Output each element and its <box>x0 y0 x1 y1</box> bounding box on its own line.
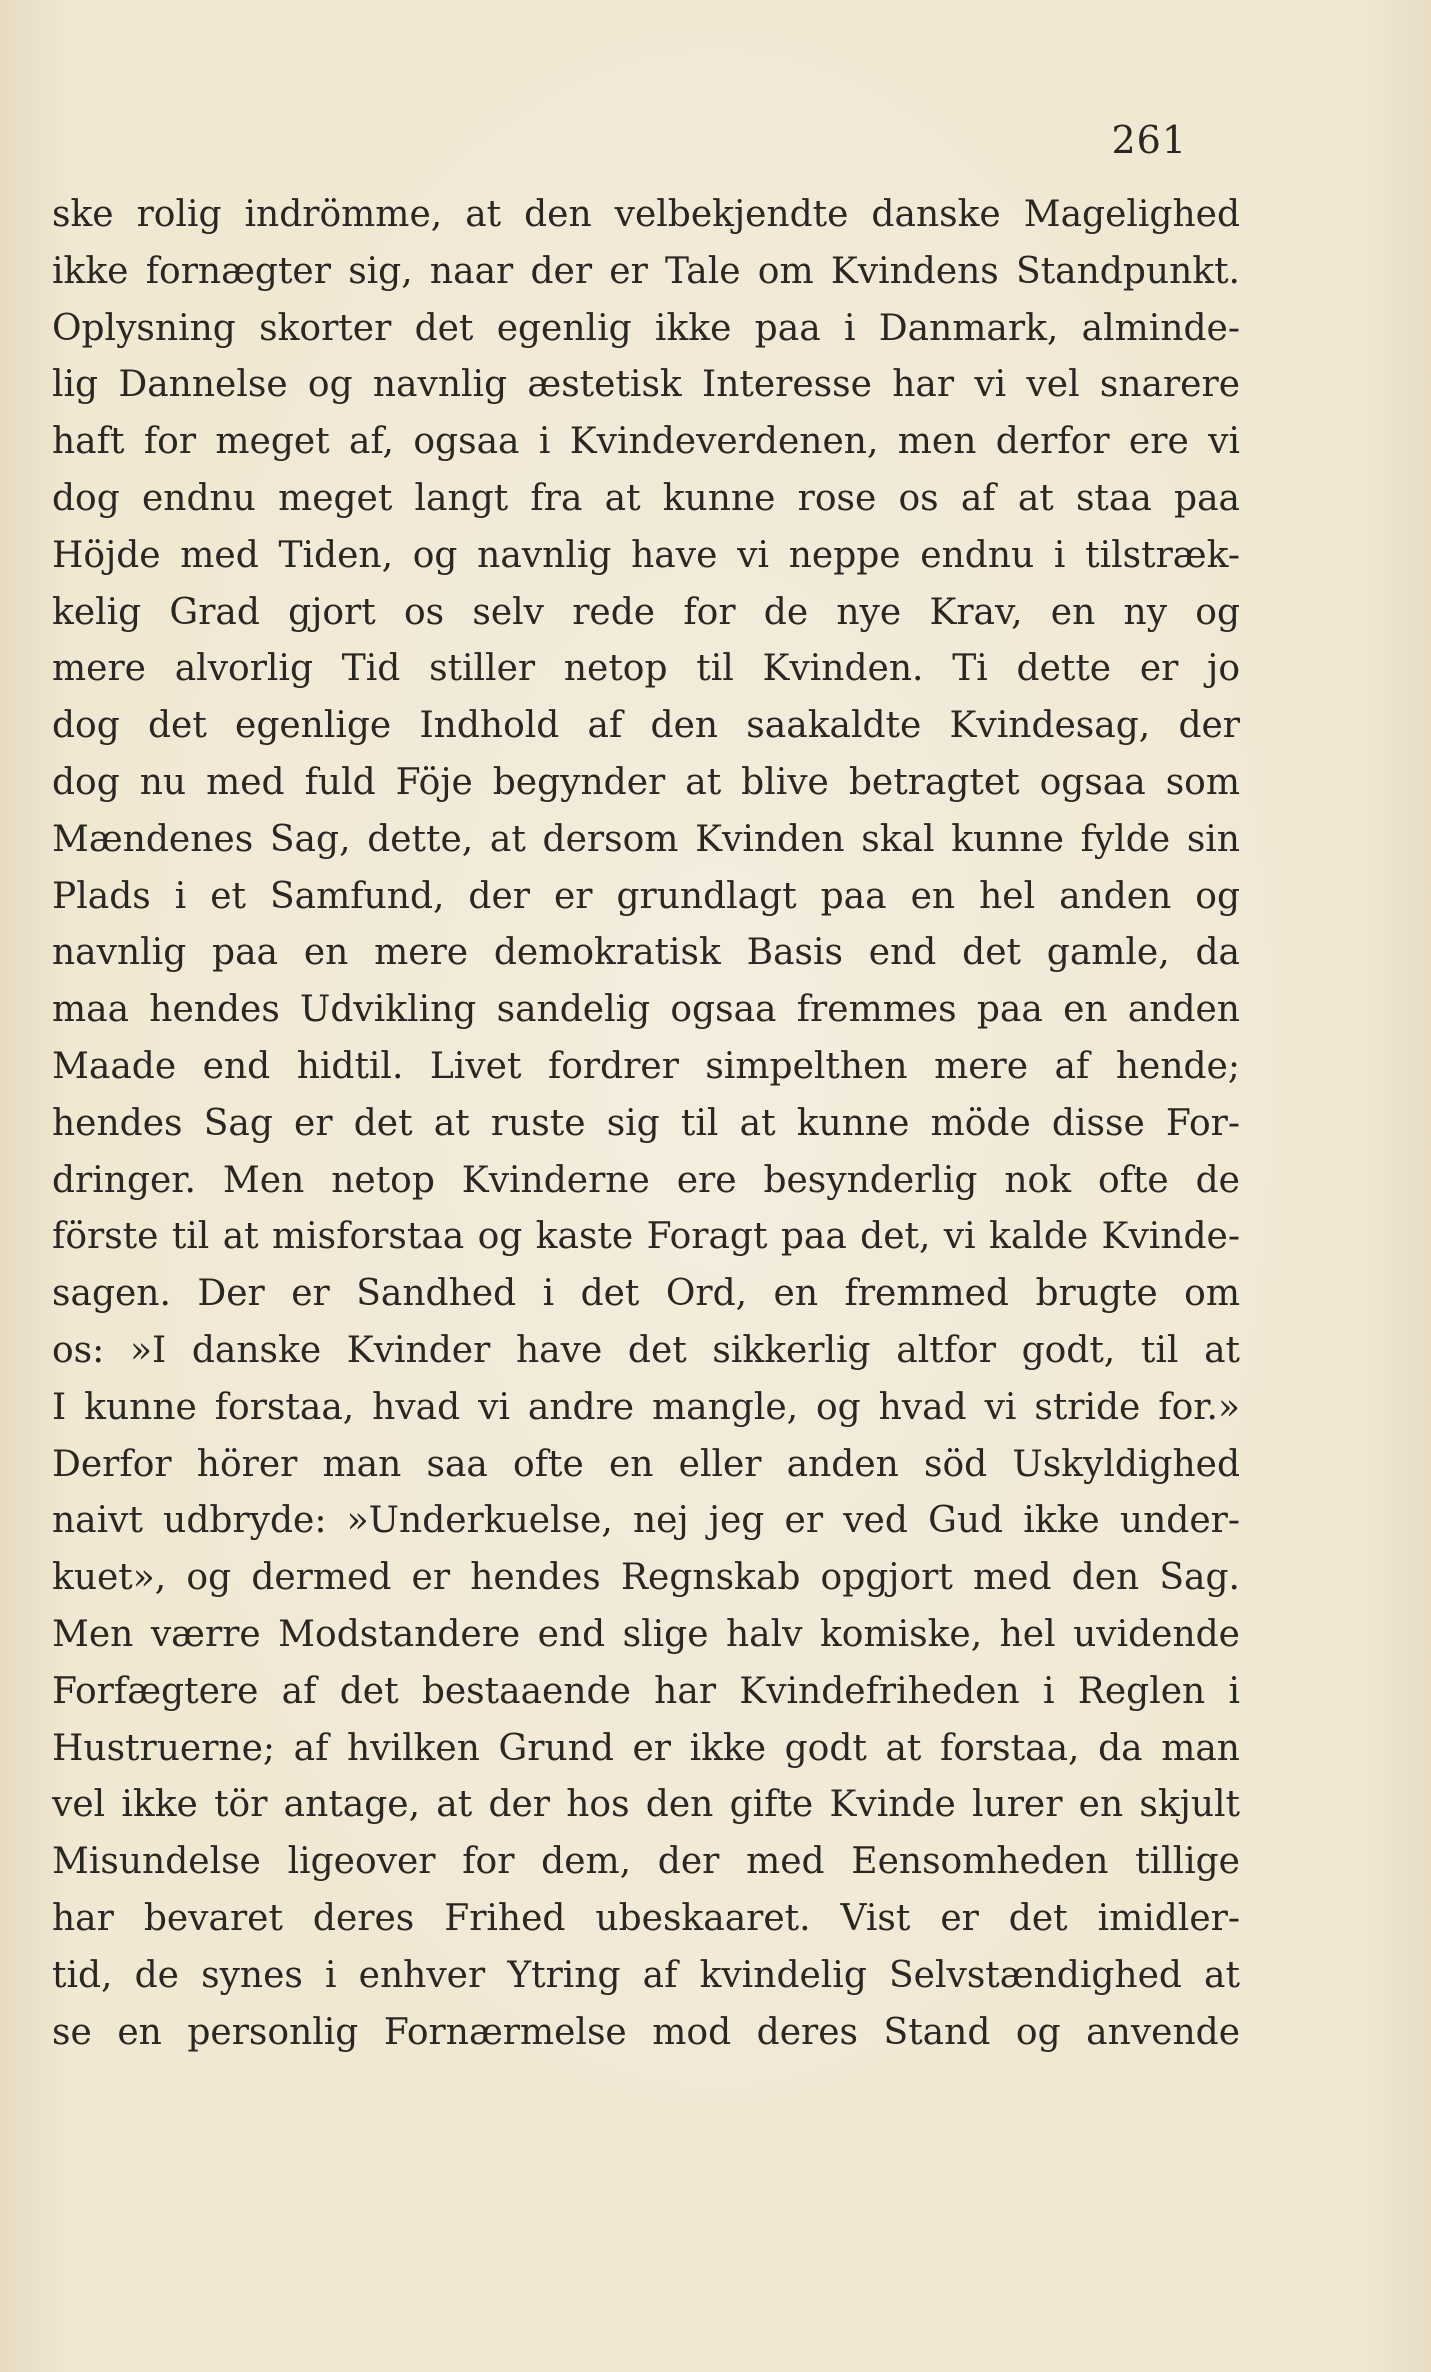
text-line-24: naivt udbryde: »Underkuelse, nej jeg er ved Gud ikke under- <box>52 1500 1240 1542</box>
text-line-29: vel ikke tör antage, at der hos den gifte Kvinde lurer en skjult <box>52 1784 1240 1826</box>
text-line-22: I kunne forstaa, hvad vi andre mangle, og hvad vi stride for.» <box>52 1386 1240 1428</box>
text-line-33: se en personlig Fornærmelse mod deres Stand og anvende <box>52 2011 1240 2053</box>
text-line-20: sagen. Der er Sandhed i det Ord, en fremmed brugte om <box>52 1273 1240 1315</box>
text-line-19: förste til at misforstaa og kaste Foragt paa det, vi kalde Kvinde- <box>52 1216 1240 1258</box>
text-line-5: haft for meget af, ogsaa i Kvindeverdenen, men derfor ere vi <box>52 421 1240 463</box>
text-line-10: dog det egenlige Indhold af den saakaldte Kvindesag, der <box>52 705 1240 747</box>
text-line-6: dog endnu meget langt fra at kunne rose os af at staa paa <box>52 477 1240 519</box>
body-text <box>52 187 1240 2061</box>
text-line-31: har bevaret deres Frihed ubeskaaret. Vist er det imidler- <box>52 1897 1240 1939</box>
text-line-18: dringer. Men netop Kvinderne ere besynderlig nok ofte de <box>52 1159 1240 1201</box>
text-line-13: Plads i et Samfund, der er grundlagt paa en hel anden og <box>52 875 1240 917</box>
text-line-3: Oplysning skorter det egenlig ikke paa i Danmark, alminde- <box>52 307 1240 349</box>
text-line-23: Derfor hörer man saa ofte en eller anden söd Uskyldighed <box>52 1443 1240 1485</box>
page-number: 261 <box>1111 118 1187 162</box>
text-line-12: Mændenes Sag, dette, at dersom Kvinden skal kunne fylde sin <box>52 818 1240 860</box>
text-line-25: kuet», og dermed er hendes Regnskab opgjort med den Sag. <box>52 1557 1240 1599</box>
text-line-30: Misundelse ligeover for dem, der med Eensomheden tillige <box>52 1841 1240 1883</box>
text-line-21: os: »I danske Kvinder have det sikkerlig altfor godt, til at <box>52 1329 1240 1371</box>
text-line-26: Men værre Modstandere end slige halv komiske, hel uvidende <box>52 1613 1240 1655</box>
text-line-7: Höjde med Tiden, og navnlig have vi neppe endnu i tilstræk- <box>52 534 1240 576</box>
text-line-11: dog nu med fuld Föje begynder at blive betragtet ogsaa som <box>52 761 1240 803</box>
text-line-32: tid, de synes i enhver Ytring af kvindelig Selvstændighed at <box>52 1954 1240 1996</box>
text-line-8: kelig Grad gjort os selv rede for de nye Krav, en ny og <box>52 591 1240 633</box>
text-line-16: Maade end hidtil. Livet fordrer simpelthen mere af hende; <box>52 1045 1240 1087</box>
text-line-1: ske rolig indrömme, at den velbekjendte danske Magelighed <box>52 194 1240 235</box>
text-line-14: navnlig paa en mere demokratisk Basis end det gamle, da <box>52 932 1240 974</box>
text-line-27: Forfægtere af det bestaaende har Kvindefriheden i Reglen i <box>52 1670 1240 1712</box>
text-line-4: lig Dannelse og navnlig æstetisk Interesse har vi vel snarere <box>52 364 1240 406</box>
text-line-28: Hustruerne; af hvilken Grund er ikke godt at forstaa, da man <box>52 1727 1240 1769</box>
text-line-17: hendes Sag er det at ruste sig til at kunne möde disse For- <box>52 1102 1240 1144</box>
text-line-9: mere alvorlig Tid stiller netop til Kvinden. Ti dette er jo <box>52 648 1240 690</box>
text-line-2: ikke fornægter sig, naar der er Tale om Kvindens Standpunkt. <box>52 250 1240 292</box>
text-line-15: maa hendes Udvikling sandelig ogsaa fremmes paa en anden <box>52 989 1240 1031</box>
